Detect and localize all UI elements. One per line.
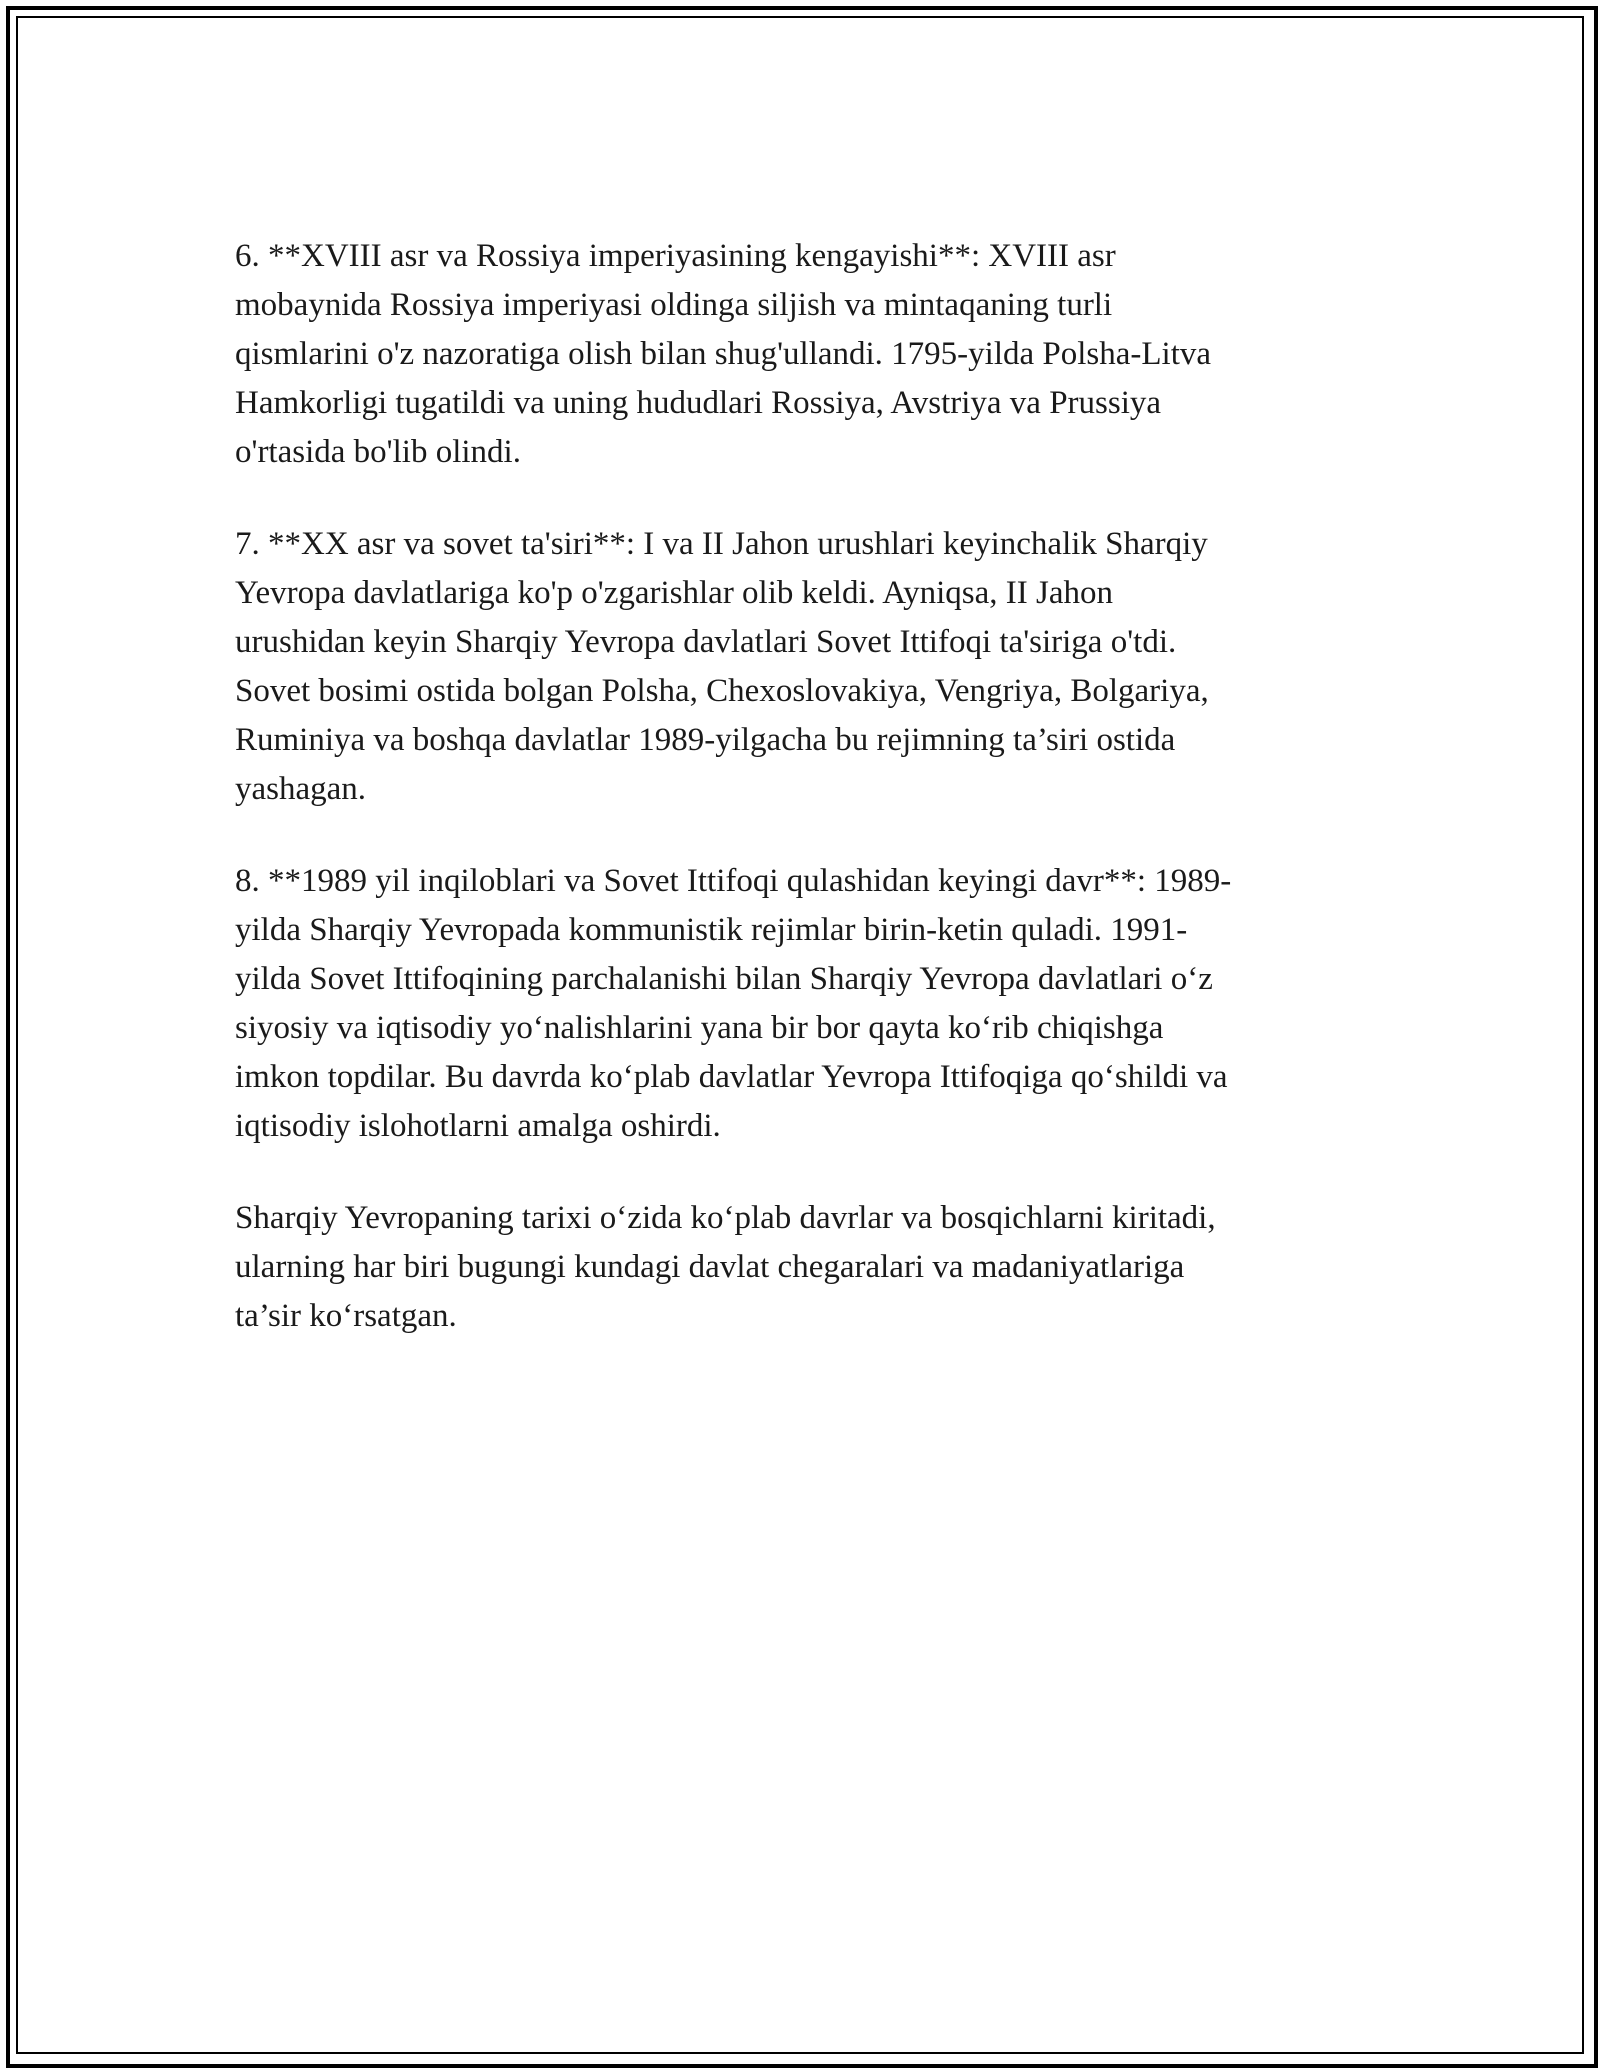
paragraph-6-russian-empire bbox=[235, 232, 1365, 477]
text-line: imkon topdilar. Bu davrda ko‘plab davlatlar Yevropa Ittifoqiga qo‘shildi va bbox=[235, 1059, 1228, 1095]
text-line: iqtisodiy islohotlarni amalga oshirdi. bbox=[235, 1108, 721, 1144]
text-line: ta’sir ko‘rsatgan. bbox=[235, 1298, 457, 1334]
text-line: yilda Sharqiy Yevropada kommunistik rejimlar birin-ketin quladi. 1991- bbox=[235, 912, 1188, 948]
text-line: qismlarini o'z nazoratiga olish bilan shug'ullandi. 1795-yilda Polsha-Litva bbox=[235, 336, 1212, 372]
text-line: Hamkorligi tugatildi va uning hududlari Rossiya, Avstriya va Prussiya bbox=[235, 385, 1162, 421]
document-body bbox=[235, 232, 1365, 1384]
text-line: Ruminiya va boshqa davlatlar 1989-yilgacha bu rejimning ta’siri ostida bbox=[235, 722, 1176, 758]
text-line: Yevropa davlatlariga ko'p o'zgarishlar olib keldi. Ayniqsa, II Jahon bbox=[235, 575, 1113, 611]
text-line: mobaynida Rossiya imperiyasi oldinga siljish va mintaqaning turli bbox=[235, 287, 1113, 323]
paragraph-7-soviet-influence bbox=[235, 520, 1365, 814]
text-line: o'rtasida bo'lib olindi. bbox=[235, 434, 521, 470]
text-line: Sharqiy Yevropaning tarixi o‘zida ko‘plab davrlar va bosqichlarni kiritadi, bbox=[235, 1200, 1216, 1236]
text-line: siyosiy va iqtisodiy yo‘nalishlarini yana bir bor qayta ko‘rib chiqishga bbox=[235, 1010, 1164, 1046]
text-line: 6. **XVIII asr va Rossiya imperiyasining kengayishi**: XVIII asr bbox=[235, 238, 1116, 274]
text-line: Sovet bosimi ostida bolgan Polsha, Chexoslovakiya, Vengriya, Bolgariya, bbox=[235, 673, 1209, 709]
paragraph-8-1989-revolutions bbox=[235, 857, 1365, 1151]
text-line: 7. **XX asr va sovet ta'siri**: I va II Jahon urushlari keyinchalik Sharqiy bbox=[235, 526, 1208, 562]
text-line: urushidan keyin Sharqiy Yevropa davlatlari Sovet Ittifoqi ta'siriga o'tdi. bbox=[235, 624, 1177, 660]
text-line: yilda Sovet Ittifoqining parchalanishi bilan Sharqiy Yevropa davlatlari o‘z bbox=[235, 961, 1213, 997]
text-line: yashagan. bbox=[235, 771, 367, 807]
paragraph-conclusion bbox=[235, 1194, 1365, 1341]
text-line: 8. **1989 yil inqiloblari va Sovet Ittifoqi qulashidan keyingi davr**: 1989- bbox=[235, 863, 1232, 899]
text-line: ularning har biri bugungi kundagi davlat chegaralari va madaniyatlariga bbox=[235, 1249, 1185, 1285]
